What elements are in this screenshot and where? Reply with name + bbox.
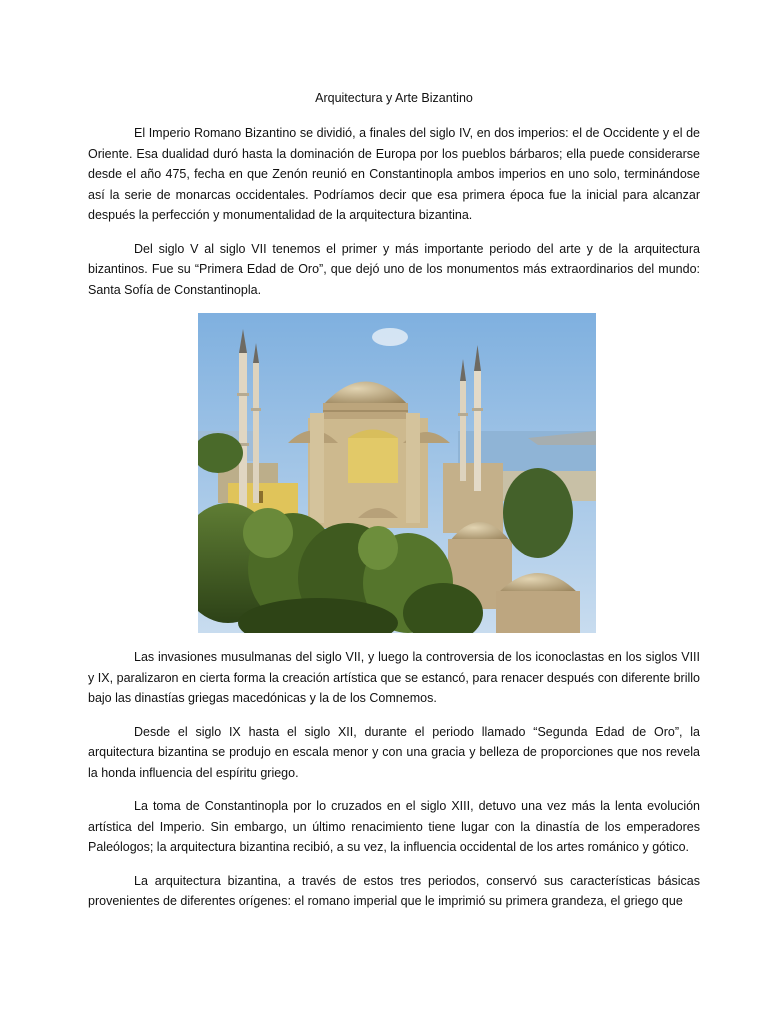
- paragraph-1: El Imperio Romano Bizantino se dividió, a finales del siglo IV, en dos imperios: el de Occidente y el de Oriente. Esa dualidad duró hasta la dominación de Europa por los pueblos bárbaros; ella puede considerarse desde el año 475, fecha en que Zenón reunió en Constantinopla ambos imperios en uno solo, terminándose así la serie de monarcas occidentales. Podríamos decir que esa primera época fue la inicial para alcanzar después la perfección y monumentalidad de la arquitectura bizantina.: [88, 126, 700, 222]
- hagia-sophia-illustration: [198, 313, 596, 633]
- paragraph-2: Del siglo V al siglo VII tenemos el primer y más importante periodo del arte y de la arquitectura bizantinos. Fue su “Primera Edad de Oro”, que dejó uno de los monumentos más extraordinarios del mundo: Santa Sofía de Constantinopla.: [88, 241, 700, 297]
- paragraph-3: Las invasiones musulmanas del siglo VII, y luego la controversia de los iconoclastas en los siglos VIII y IX, paralizaron en cierta forma la creación artística que se estancó, para renacer después con diferente brillo bajo las dinastías griegas macedónicas y la de los Comnemos.: [88, 650, 700, 705]
- paragraph-4: Desde el siglo IX hasta el siglo XII, durante el periodo llamado “Segunda Edad de Oro”, la arquitectura bizantina se produjo en escala menor y con una gracia y belleza de proporciones que nos revela la honda influencia del espíritu griego.: [88, 724, 700, 780]
- hagia-sophia-photo: [198, 313, 596, 633]
- yellow-tympanum: [348, 438, 398, 483]
- document-page: [88, 88, 700, 925]
- document-title: Arquitectura y Arte Bizantino: [315, 91, 473, 105]
- paragraph-6: La arquitectura bizantina, a través de estos tres periodos, conservó sus características básicas provenientes de diferentes orígenes: el romano imperial que le imprimió su primera grandeza, el griego que: [88, 873, 700, 908]
- paragraph-5: La toma de Constantinopla por lo cruzados en el siglo XIII, detuvo una vez más la lenta evolución artística del Imperio. Sin embargo, un último renacimiento tiene lugar con la dinastía de los emperadores Paleólogos; la arquitectura bizantina recibió, a su vez, la influencia occidental de los artes románico y gótico.: [88, 799, 700, 854]
